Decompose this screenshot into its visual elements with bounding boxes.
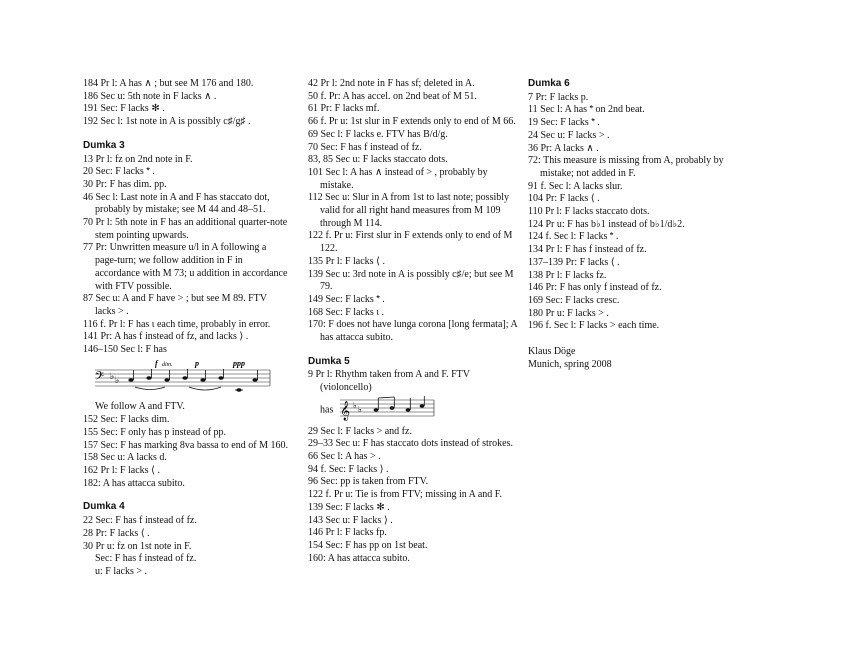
note-entry: 141 Pr: A has f instead of fz, and lacks ⟩ . xyxy=(83,331,249,343)
note-entry: 170: F does not have lunga corona [long fermata]; A has attacca subito. xyxy=(308,319,518,344)
music-staff-svg xyxy=(340,395,436,421)
note-entry: 146 Pr l: F lacks fp. xyxy=(308,527,387,539)
note-entry: 7 Pr: F lacks p. xyxy=(528,91,589,103)
note-entry: 70 Pr l: 5th note in F has an additional quarter-note stem pointing upwards. xyxy=(83,217,288,241)
note-entry: 19 Sec: F lacks 𝄌 . xyxy=(528,117,600,129)
note-entry: 138 Pr l: F lacks fz. xyxy=(528,269,607,281)
note-entry: 24 Sec u: F lacks > . xyxy=(528,129,610,141)
column-1 xyxy=(83,78,288,579)
note-entry: 160: A has attacca subito. xyxy=(308,552,410,564)
note-entry: 96 Sec: pp is taken from FTV. xyxy=(308,476,429,488)
note-entry: 162 Pr l: F lacks ⟨ . xyxy=(83,464,160,476)
note-entry: 112 Sec u: Slur in A from 1st to last note; possibly valid for all right hand measures from M 109 through M 114. xyxy=(308,192,510,229)
note-entry: 50 f. Pr: A has accel. on 2nd beat of M 51. xyxy=(308,90,477,102)
note-entry: 169 Sec: F lacks cresc. xyxy=(528,294,620,306)
music-staff-example xyxy=(95,360,288,399)
note-entry: 182: A has attacca subito. xyxy=(83,477,185,489)
dynamic-mark: p xyxy=(195,359,199,368)
note-entry: 70 Sec: F has f instead of fz. xyxy=(308,141,422,153)
dynamic-mark: dim. xyxy=(162,361,173,368)
note-entry: 158 Sec u: A lacks d. xyxy=(83,452,167,464)
note-entry: 180 Pr u: F lacks > . xyxy=(528,307,609,319)
note-entry: We follow A and FTV. xyxy=(95,401,185,413)
author-name: Klaus Döge xyxy=(528,346,576,358)
note-entry: 36 Pr: A lacks ∧ . xyxy=(528,142,599,154)
note-entry: 22 Sec: F has f instead of fz. xyxy=(83,515,197,527)
note-entry: 42 Pr l: 2nd note in F has sf; deleted in A. xyxy=(308,78,475,89)
note-entry: 137–139 Pr: F lacks ⟨ . xyxy=(528,256,620,268)
music-staff-inline xyxy=(340,395,436,426)
note-entry: 94 f. Sec: F lacks ⟩ . xyxy=(308,463,389,475)
note-entry-with-staff xyxy=(308,395,518,426)
note-entry: 122 f. Pr u: Tie is from FTV; missing in A and F. xyxy=(308,489,503,501)
flat-icon: ♭ xyxy=(357,404,362,414)
note-entry: 157 Sec: F has marking 8va bassa to end of M 160. xyxy=(83,439,288,451)
place-date: Munich, spring 2008 xyxy=(528,358,612,370)
signature-block xyxy=(528,346,728,371)
bass-clef-icon: 𝄢 xyxy=(95,369,105,386)
note-entry: 9 Pr l: Rhythm taken from A and F. FTV (violoncello) xyxy=(308,369,470,394)
note-entry: 20 Sec: F lacks 𝄌 . xyxy=(83,166,155,178)
note-entry: 104 Pr: F lacks ⟨ . xyxy=(528,193,600,205)
note-entry: 83, 85 Sec u: F lacks staccato dots. xyxy=(308,154,448,166)
section-heading: Dumka 3 xyxy=(83,139,125,151)
note-entry: 13 Pr l: fz on 2nd note in F. xyxy=(83,153,193,165)
note-entry: 152 Sec: F lacks dim. xyxy=(83,414,170,426)
note-entry: 139 Sec: F lacks ✻ . xyxy=(308,501,390,513)
note-entry: 72: This measure is missing from A, probably by mistake; not added in F. xyxy=(528,155,724,179)
dynamic-mark: f xyxy=(155,359,158,368)
note-entry: 146 Pr: F has only f instead of fz. xyxy=(528,282,662,294)
note-entry: 168 Sec: F lacks ι . xyxy=(308,306,385,318)
note-entry: 28 Pr: F lacks ⟨ . xyxy=(83,527,150,539)
note-entry: 155 Sec: F only has p instead of pp. xyxy=(83,426,227,438)
section-heading: Dumka 5 xyxy=(308,355,350,367)
note-entry: 191 Sec: F lacks ✻ . xyxy=(83,103,165,115)
note-entry: 110 Pr l: F lacks staccato dots. xyxy=(528,206,650,218)
note-entry: Sec: F has f instead of fz. xyxy=(95,553,197,565)
flat-icon: ♭ xyxy=(110,371,115,382)
note-entry: 186 Sec u: 5th note in F lacks ∧ . xyxy=(83,90,217,102)
note-entry: 29–33 Sec u: F has staccato dots instead of strokes. xyxy=(308,438,513,450)
note-entry: 146–150 Sec l: F has xyxy=(83,344,167,356)
note-entry: 124 f. Sec l: F lacks 𝄌 . xyxy=(528,231,619,243)
note-entry: 101 Sec l: A has ∧ instead of > , probably by mistake. xyxy=(308,166,488,191)
note-entry: 77 Pr: Unwritten measure u/l in A following a page-turn; we follow addition in F in accordance with M 73; u addition in accordance with FTV possible. xyxy=(83,242,288,292)
note-entry: 91 f. Sec l: A lacks slur. xyxy=(528,180,623,192)
note-entry: 30 Pr: F has dim. pp. xyxy=(83,178,167,190)
flat-icon: ♭ xyxy=(115,375,120,386)
flat-icon: ♭ xyxy=(352,400,357,410)
treble-clef-icon: 𝄞 xyxy=(339,400,350,421)
note-entry: 30 Pr u: fz on 1st note in F. xyxy=(83,540,192,552)
note-entry: 46 Sec l: Last note in A and F has staccato dot, probably by mistake; see M 44 and 48–51. xyxy=(83,191,270,216)
note-entry: 154 Sec: F has pp on 1st beat. xyxy=(308,539,428,551)
note-entry: 139 Sec u: 3rd note in A is possibly c♯/e; but see M 79. xyxy=(308,268,514,293)
dynamic-mark: ppp xyxy=(233,359,245,368)
note-entry: 87 Sec u: A and F have > ; but see M 89. FTV lacks > . xyxy=(83,293,267,317)
column-2 xyxy=(308,78,518,565)
note-entry: 143 Sec u: F lacks ⟩ . xyxy=(308,514,393,526)
note-entry: 69 Sec l: F lacks e. FTV has B/d/g. xyxy=(308,128,448,140)
note-entry: 116 f. Pr l: F has ι each time, probably in error. xyxy=(83,318,271,330)
music-staff-svg xyxy=(95,360,275,394)
note-entry: 134 Pr l: F has f instead of fz. xyxy=(528,244,647,256)
section-heading: Dumka 6 xyxy=(528,78,570,89)
note-entry: 122 f. Pr u: First slur in F extends only to end of M 122. xyxy=(308,230,513,255)
note-entry: 149 Sec: F lacks 𝄌 . xyxy=(308,293,385,305)
note-entry: 66 f. Pr u: 1st slur in F extends only to end of M 66. xyxy=(308,116,516,128)
note-entry: 29 Sec l: F lacks > and fz. xyxy=(308,425,412,437)
note-entry: 61 Pr: F lacks mf. xyxy=(308,103,380,115)
note-entry: u: F lacks > . xyxy=(95,565,148,577)
column-3 xyxy=(528,78,728,371)
note-entry: 184 Pr l: A has ∧ ; but see M 176 and 180. xyxy=(83,78,254,89)
note-entry: 196 f. Sec l: F lacks > each time. xyxy=(528,320,660,332)
note-text: has xyxy=(320,404,334,416)
note-entry: 124 Pr u: F has b♭1 instead of b♭1/d♭2. xyxy=(528,218,685,230)
section-heading: Dumka 4 xyxy=(83,501,125,513)
note-entry: 192 Sec l: 1st note in A is possibly c♯/g♯ . xyxy=(83,116,251,128)
note-entry: 135 Pr l: F lacks ⟨ . xyxy=(308,255,385,267)
note-entry: 11 Sec l: A has 𝄌 on 2nd beat. xyxy=(528,104,645,116)
note-entry: 66 Sec l: A has > . xyxy=(308,450,381,462)
